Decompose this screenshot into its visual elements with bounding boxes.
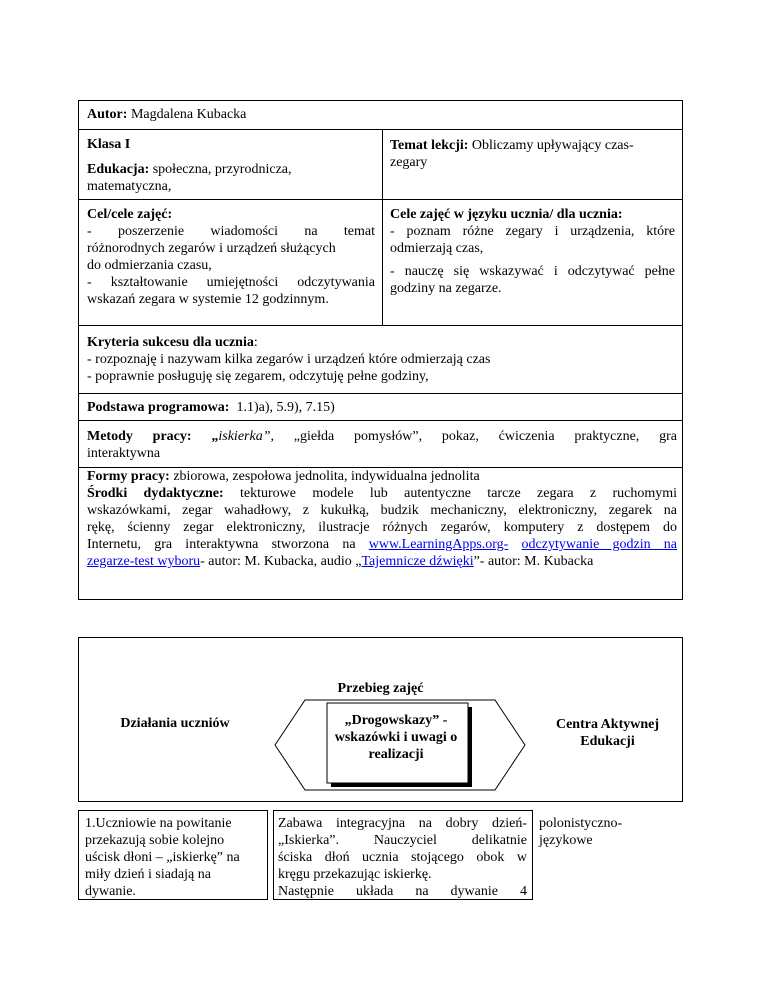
activity-line: dywanie. — [85, 884, 136, 899]
student-goal-line: godziny na zegarze. — [390, 281, 502, 296]
curriculum-label: Podstawa programowa: — [87, 400, 230, 415]
means-line — [87, 485, 677, 502]
means-line5-end: ”- autor: M. Kubacka — [473, 554, 594, 569]
methods-label: Metody pracy: — [87, 429, 192, 444]
student-goal-line: - nauczę się wskazywać i odczytywać pełne — [390, 264, 675, 279]
methods-line2: interaktywna — [87, 446, 161, 461]
goal-line: do odmierzania czasu, — [87, 258, 212, 273]
guidance-line: Zabawa integracyjna na dobry dzień- — [278, 816, 527, 831]
activity-line: uścisk dłoni – „iskierkę” na — [85, 850, 240, 865]
activity-line: miły dzień i siadają na — [85, 867, 211, 882]
forms-label: Formy pracy: — [87, 469, 170, 484]
row1-cell1-border — [267, 810, 268, 900]
forms-value: zbiorowa, zespołowa jednolita, indywidualna jednolita — [173, 469, 480, 484]
row-divider — [78, 420, 683, 421]
process-col-signposts: „Drogowskazy” -wskazówki i uwagi o realizacji — [334, 713, 458, 762]
curriculum-row — [87, 399, 335, 416]
means-line5-mid: - autor: M. Kubacka, audio „ — [200, 554, 362, 569]
row1-cell2-border — [273, 810, 274, 900]
criteria-item: - poprawnie posługuję się zegarem, odczytuję pełne godziny, — [87, 369, 429, 384]
process-border-bottom — [78, 801, 683, 802]
row1-cell2-border — [532, 810, 533, 900]
author-row — [87, 106, 677, 123]
row1-center — [539, 815, 679, 849]
forms-row — [87, 468, 480, 485]
class-label: Klasa I — [87, 137, 131, 152]
goal-line: - kształtowanie umiejętności odczytywania — [87, 275, 375, 290]
goal-line: - poszerzenie wiadomości na temat — [87, 224, 375, 239]
author-value: Magdalena Kubacka — [130, 107, 247, 122]
criteria-colon: : — [253, 335, 258, 350]
row-divider — [78, 129, 683, 130]
means-line: wskazówkami, zegar wahadłowy, z kukułką, budzik mechaniczny, elektroniczny, zegarek na — [87, 503, 677, 518]
quiz-link-part1[interactable]: odczytywanie godzin na — [521, 537, 678, 552]
table-border-bottom — [78, 599, 683, 600]
topic-cell — [390, 137, 673, 171]
row1-cell1-border — [78, 810, 268, 811]
means-line4-text: Internetu, gra interaktywna stworzona na — [87, 537, 356, 552]
column-divider — [382, 129, 383, 199]
learningapps-link[interactable]: www.LearningApps.org- — [368, 537, 509, 552]
process-border-top — [78, 637, 683, 638]
guidance-line: ściska dłoń ucznia stojącego obok w — [278, 850, 527, 865]
table-border-top — [78, 100, 683, 101]
row1-cell1-border — [78, 810, 79, 900]
curriculum-value: 1.1)a), 5.9), 7.15) — [236, 400, 335, 415]
center-line: polonistyczno- — [539, 816, 623, 831]
activity-line: 1.Uczniowie na powitanie — [85, 816, 232, 831]
criteria-title-row — [87, 334, 258, 351]
means-line: rękę, ścienny zegar elektroniczny, ilustracje różnych zegarów, komputery z dostępem do — [87, 520, 677, 535]
quiz-link-part2[interactable]: zegarze-test wyboru — [87, 554, 201, 569]
goals-title: Cel/cele zajęć: — [87, 207, 173, 222]
guidance-line: kręgu przekazując iskierkę. — [278, 867, 432, 882]
row-divider — [78, 325, 683, 326]
means-line — [87, 553, 677, 570]
student-goal-line: - poznam różne zegary i urządzenia, które — [390, 224, 675, 239]
criteria-item: - rozpoznaję i nazywam kilka zegarów i urządzeń które odmierzają czas — [87, 352, 491, 367]
centers-line1: Centra Aktywnej — [555, 717, 660, 732]
column-divider — [382, 199, 383, 325]
process-border-right — [682, 637, 683, 802]
table-border-right — [682, 100, 683, 600]
means-line1: tekturowe modele lub autentyczne tarcze zegara z ruchomymi — [240, 486, 678, 501]
table-border-left — [78, 100, 79, 600]
row1-cell2-border — [273, 810, 533, 811]
center-line: językowe — [539, 833, 593, 848]
methods-iskierka: iskierka”, — [218, 429, 274, 444]
process-col-centers — [535, 716, 680, 750]
activity-line: przekazują sobie kolejno — [85, 833, 225, 848]
row1-guidance — [278, 815, 527, 900]
education-value: społeczna, przyrodnicza, matematyczna, — [87, 162, 292, 194]
methods-quote: „ — [211, 429, 219, 444]
student-goal-line: odmierzają czas, — [390, 241, 484, 256]
process-col-students: Działania uczniów — [120, 716, 230, 731]
methods-line — [87, 428, 677, 445]
student-goals-title: Cele zajęć w języku ucznia/ dla ucznia: — [390, 207, 623, 222]
goal-line: wskazań zegara w systemie 12 godzinnym. — [87, 292, 329, 307]
row1-student-activity — [85, 815, 265, 900]
centers-line2: Edukacji — [580, 734, 635, 749]
process-title: Przebieg zajęć — [337, 681, 424, 696]
goal-line: różnorodnych zegarów i urządzeń służących — [87, 241, 336, 256]
topic-value: Obliczamy upływający czas- zegary — [390, 138, 634, 170]
means-line — [87, 536, 677, 553]
education-cell — [87, 161, 347, 195]
methods-rest: „giełda pomysłów”, pokaz, ćwiczenia praktyczne, gra — [293, 429, 677, 444]
criteria-title: Kryteria sukcesu dla ucznia — [87, 335, 254, 350]
guidance-line: Następnie układa na dywanie 4 — [278, 884, 527, 899]
row-divider — [78, 199, 683, 200]
topic-label: Temat lekcji: — [390, 138, 469, 153]
process-border-left — [78, 637, 79, 802]
row-divider — [78, 393, 683, 394]
author-label: Autor: — [87, 107, 128, 122]
means-label: Środki dydaktyczne: — [87, 486, 224, 501]
education-label: Edukacja: — [87, 162, 150, 177]
audio-link[interactable]: Tajemnicze dźwięki — [361, 554, 474, 569]
guidance-line: „Iskierka”. Nauczyciel delikatnie — [278, 833, 527, 848]
